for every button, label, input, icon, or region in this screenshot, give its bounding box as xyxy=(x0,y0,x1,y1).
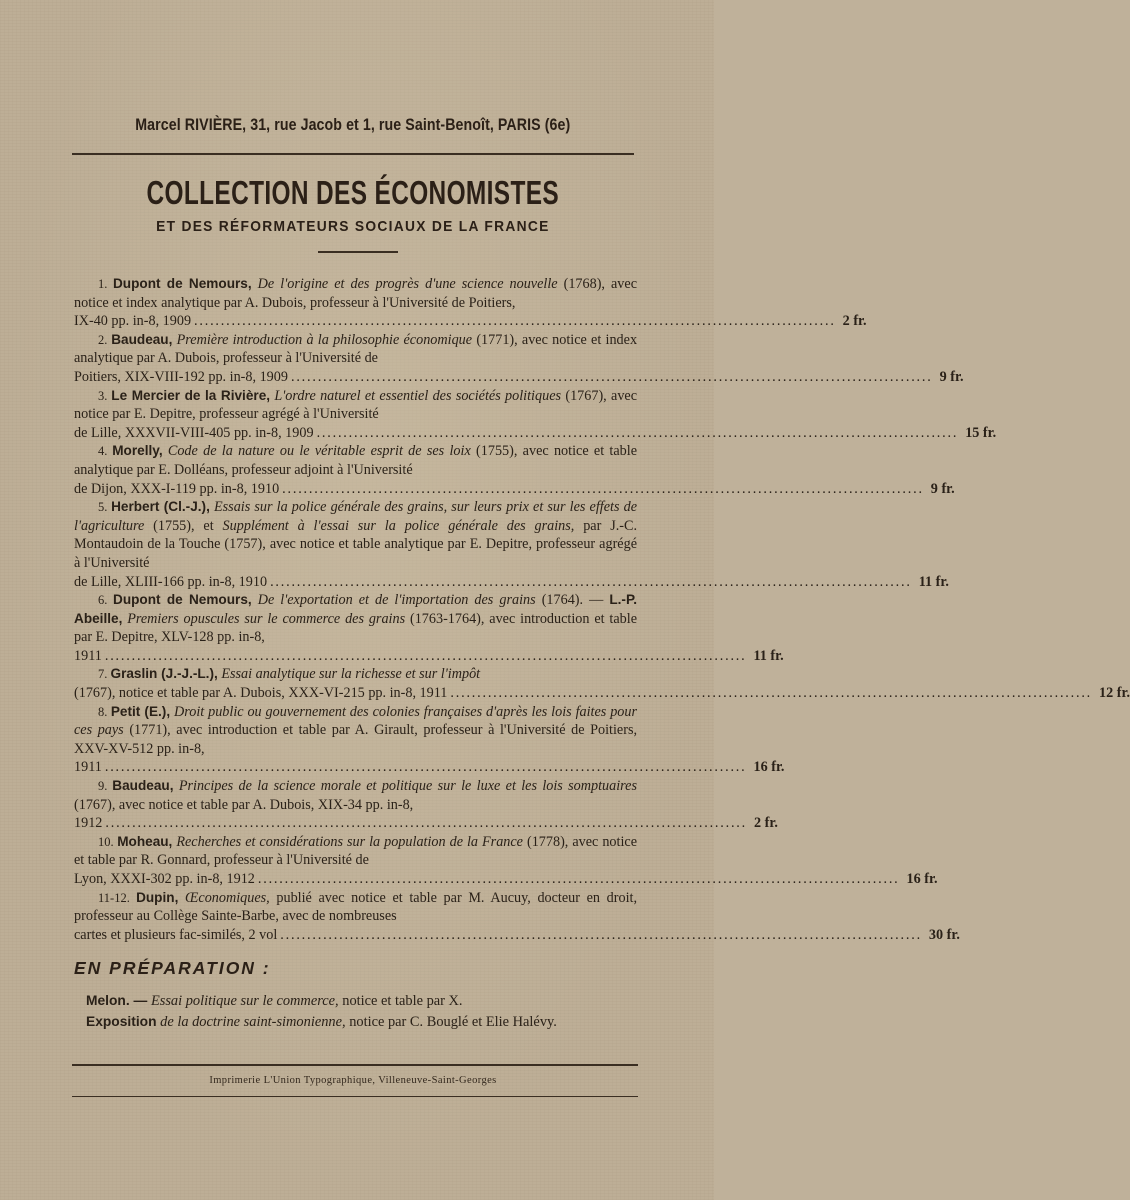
entry-details: (1771), avec introduction et table par A. Girault, professeur à l'Université de Poitiers, XXV-XV-512 pp. in-8, xyxy=(74,722,638,757)
entry-price: 16 fr. xyxy=(753,759,785,776)
entry-price: 9 fr. xyxy=(939,368,964,385)
entry-author: Petit (E.), xyxy=(110,703,171,719)
preparation-item xyxy=(86,991,638,1012)
catalogue-entry xyxy=(74,665,637,684)
dot-leader: ........................................................................................................................ xyxy=(282,480,924,497)
preparation-author: Exposition xyxy=(86,1013,157,1029)
catalogue-entry xyxy=(74,703,637,759)
entry-author: Dupont de Nemours, xyxy=(113,592,252,608)
catalogue-entry xyxy=(74,331,637,368)
catalogue-entry xyxy=(74,442,637,479)
dot-leader: ........................................................................................................................ xyxy=(105,815,747,832)
dot-leader: ........................................................................................................................ xyxy=(450,685,1093,702)
entry-price-line xyxy=(74,312,867,331)
entry-title: Droit public ou gouvernement des colonies françaises d'après les lois faites pour ces pays xyxy=(74,703,637,739)
entry-details: (1778), avec notice et table par R. Gonnard, professeur à l'Université de xyxy=(74,833,637,869)
entry-author: Moheau, xyxy=(117,833,173,849)
entry-title: Œconomiques, xyxy=(185,889,270,906)
entry-final-line: Poitiers, XIX-VIII-192 pp. in-8, 1909 xyxy=(74,368,288,385)
entry-price-line xyxy=(74,926,960,945)
preparation-title: de la doctrine saint-simonienne, xyxy=(160,1013,346,1030)
entry-author: Morelly, xyxy=(112,443,163,459)
entry-price-line xyxy=(74,684,1130,703)
entry-title: L'ordre naturel et essentiel des sociétés politiques xyxy=(274,387,562,404)
catalogue-list xyxy=(74,275,1130,944)
preparation-author: Melon. — xyxy=(86,993,148,1008)
entry-number: 8. xyxy=(98,704,111,719)
header-rule xyxy=(72,153,634,155)
footer-rule-top xyxy=(72,1064,638,1066)
entry-title: Principes de la science morale et politique sur le luxe et les lois somptuaires xyxy=(178,778,637,795)
footer-rule-bottom xyxy=(72,1096,638,1097)
dot-leader: ........................................................................................................................ xyxy=(316,424,959,441)
entry-title: Essai analytique sur la richesse et sur l'impôt xyxy=(221,666,481,683)
entry-final-line: de Lille, XXXVII-VIII-405 pp. in-8, 1909 xyxy=(74,424,314,441)
entry-price: 15 fr. xyxy=(965,424,997,441)
publisher-line: Marcel RIVIÈRE, 31, rue Jacob et 1, rue Saint-Benoît, PARIS (6e) xyxy=(135,116,571,134)
entry-author: Dupin, xyxy=(136,889,179,905)
entry-author: Le Mercier de la Rivière, xyxy=(111,387,271,403)
entry-title: Essais sur la police générale des grains, sur leurs prix et sur les effets de l'agriculture xyxy=(74,499,638,534)
entry-title-2: Premiers opuscules sur le commerce des grains xyxy=(127,610,406,627)
entry-final-line: de Dijon, XXX-I-119 pp. in-8, 1910 xyxy=(74,480,280,497)
entry-author: Herbert (Cl.-J.), xyxy=(111,499,210,515)
preparation-heading: EN PRÉPARATION : xyxy=(74,958,271,978)
entry-final-line: 1911 xyxy=(74,647,102,664)
entry-price: 11 fr. xyxy=(753,647,784,664)
entry-number: 3. xyxy=(98,388,112,403)
entry-price-line xyxy=(74,647,784,666)
catalogue-entry xyxy=(74,777,637,814)
entry-details-2: par J.-C. Montaudoin de la Touche (1757), avec notice et table analytique par E. Depitre, professeur agrégé à l'Université xyxy=(74,517,637,571)
preparation-item xyxy=(86,1012,638,1033)
entry-details: (1768), avec notice et index analytique par A. Dubois, professeur à l'Université de Poitiers, xyxy=(74,276,637,311)
catalogue-entry xyxy=(74,889,637,926)
catalogue-entry xyxy=(74,498,637,572)
entry-title: De l'origine et des progrès d'une science nouvelle xyxy=(257,276,558,292)
entry-price-line xyxy=(74,814,778,833)
entry-price: 16 fr. xyxy=(906,871,938,887)
entry-details: publié avec notice et table par M. Aucuy, docteur en droit, professeur au Collège Sainte-Barbe, avec de nombreuses xyxy=(74,889,638,925)
entry-number: 10. xyxy=(98,834,118,849)
entry-final-line: (1767), notice et table par A. Dubois, XXX-VI-215 pp. in-8, 1911 xyxy=(74,685,448,702)
entry-author: Dupont de Nemours, xyxy=(112,276,252,291)
dot-leader: ........................................................................................................................ xyxy=(104,759,747,776)
entry-author: Baudeau, xyxy=(111,331,173,347)
entry-author: Baudeau, xyxy=(112,778,174,794)
dot-leader: ........................................................................................................................ xyxy=(280,926,922,943)
entry-title: Code de la nature ou le véritable esprit de ses loix xyxy=(167,443,471,460)
catalogue-entry xyxy=(74,387,637,424)
entry-price-line xyxy=(74,758,785,777)
entry-details: (1764). — xyxy=(541,592,604,609)
preparation-title: Essai politique sur le commerce, xyxy=(150,993,339,1009)
entry-author-2: L.-P. Abeille, xyxy=(74,592,638,626)
entry-details: (1755), avec notice et table analytique par E. Dolléans, professeur adjoint à l'Université xyxy=(74,443,637,478)
entry-title: De l'exportation et de l'importation des grains xyxy=(257,592,536,609)
entry-title: Recherches et considérations sur la population de la France xyxy=(176,833,523,850)
entry-price: 30 fr. xyxy=(928,926,960,943)
entry-price-line xyxy=(74,870,938,889)
entry-price: 2 fr. xyxy=(842,313,867,330)
catalogue-entry xyxy=(74,275,637,312)
dot-leader: ........................................................................................................................ xyxy=(194,313,836,330)
entry-price: 12 fr. xyxy=(1099,685,1130,702)
entry-number: 6. xyxy=(98,593,113,608)
entry-number: 4. xyxy=(98,444,113,459)
dot-leader: ........................................................................................................................ xyxy=(104,647,747,664)
dot-leader: ........................................................................................................................ xyxy=(257,871,900,887)
dot-leader: ........................................................................................................................ xyxy=(270,573,912,590)
entry-details-2: (1763-1764), avec introduction et table par E. Depitre, XLV-128 pp. in-8, xyxy=(74,610,638,646)
entry-price-line xyxy=(74,424,997,443)
preparation-notes: notice par C. Bouglé et Elie Halévy. xyxy=(349,1013,557,1030)
title-rule xyxy=(318,251,398,253)
entry-number: 1. xyxy=(98,277,113,291)
entry-final-line: IX-40 pp. in-8, 1909 xyxy=(74,313,192,330)
entry-details: (1767), avec notice et table par A. Dubois, XIX-34 pp. in-8, xyxy=(74,796,414,813)
entry-details: (1771), avec notice et index analytique par A. Dubois, professeur à l'Université de xyxy=(74,331,638,367)
entry-number: 9. xyxy=(98,779,113,794)
entry-price-line xyxy=(74,480,955,499)
preparation-list xyxy=(86,991,638,1032)
entry-number: 2. xyxy=(98,332,112,347)
catalogue-entry xyxy=(74,833,637,870)
entry-final-line: de Lille, XLIII-166 pp. in-8, 1910 xyxy=(74,573,268,590)
catalogue-entry xyxy=(74,591,637,647)
entry-price: 2 fr. xyxy=(754,815,778,832)
entry-title-2: Supplément à l'essai sur la police générale des grains, xyxy=(222,517,575,534)
entry-price-line xyxy=(74,573,949,592)
entry-number: 5. xyxy=(98,500,112,515)
entry-title: Première introduction à la philosophie économique xyxy=(176,331,473,348)
entry-author: Graslin (J.-J.-L.), xyxy=(110,666,218,682)
entry-details: (1755), et xyxy=(153,517,214,534)
collection-title: COLLECTION DES ÉCONOMISTES xyxy=(146,174,560,211)
collection-subtitle: ET DES RÉFORMATEURS SOCIAUX DE LA FRANCE xyxy=(156,218,550,235)
entry-price: 11 fr. xyxy=(918,573,949,590)
entry-price: 9 fr. xyxy=(930,480,955,497)
entry-final-line: cartes et plusieurs fac-similés, 2 vol xyxy=(74,926,278,943)
entry-number: 11-12. xyxy=(98,890,137,905)
entry-final-line: 1911 xyxy=(74,759,102,776)
preparation-notes: notice et table par X. xyxy=(342,993,463,1009)
entry-final-line: Lyon, XXXI-302 pp. in-8, 1912 xyxy=(74,871,255,887)
printer-imprint: Imprimerie L'Union Typographique, Villeneuve-Saint-Georges xyxy=(209,1075,497,1086)
dot-leader: ........................................................................................................................ xyxy=(290,368,933,385)
entry-price-line xyxy=(74,368,964,387)
entry-final-line: 1912 xyxy=(74,815,103,832)
entry-number: 7. xyxy=(98,667,111,682)
entry-details: (1767), avec notice par E. Depitre, professeur agrégé à l'Université xyxy=(74,387,638,423)
